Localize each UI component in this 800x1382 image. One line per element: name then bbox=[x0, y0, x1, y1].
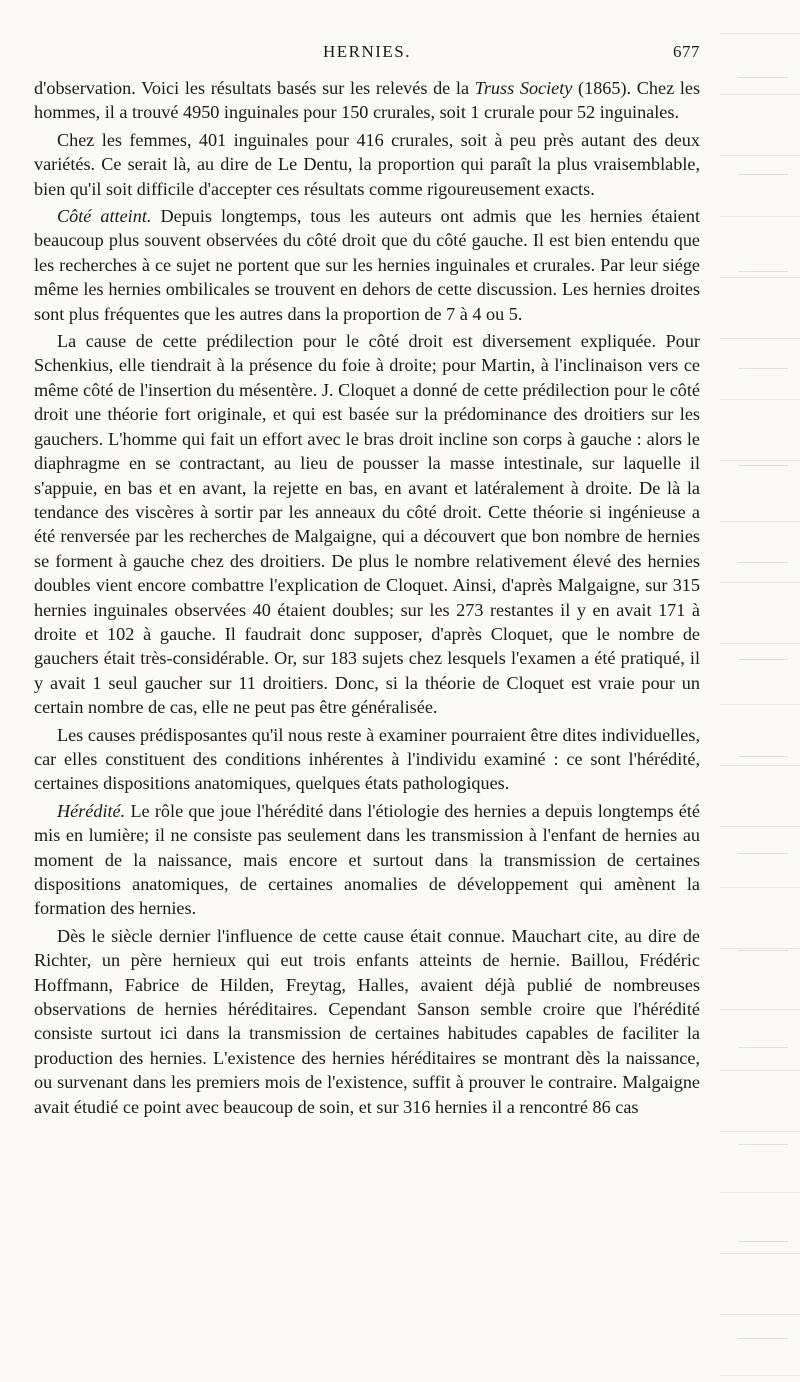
running-header bbox=[34, 38, 700, 72]
margin-scan-artifacts bbox=[720, 0, 800, 1382]
paragraph-femmes: Chez les femmes, 401 inguinales pour 416 crurales, soit à peu près autant des deux variétés. Ce serait là, au dire de Le Dentu, la proportion qui paraît la plus vraisemblable, bien qu'il soit difficile d'accepter ces résultats comme rigoureusement exacts. bbox=[34, 129, 700, 199]
section-heading-heredite: Hérédité. bbox=[57, 800, 126, 821]
paragraph-heredite: Hérédité. Le rôle que joue l'hérédité dans l'étiologie des hernies a depuis longtemps été mis en lumière; il ne consiste pas seulement dans les transmission à l'enfant de hernies au moment de la naissance, mais encore et surtout dans la transmission de certaines dispositions anatomiques, de certaines anomalies de développement qui amènent la formation des hernies. bbox=[34, 800, 700, 919]
book-page bbox=[34, 38, 700, 1119]
paragraph-cause-predilection: La cause de cette prédilection pour le côté droit est diversement expliquée. Pour Schenkius, elle tiendrait à la présence du foie à droite; pour Martin, à l'inclinaison vers ce même côté de l'insertion du mésentère. J. Cloquet a donné de cette prédilection pour le côté droit une théorie fort originale, et qui est basée sur la prédominance des droitiers sur les gauchers. L'homme qui fait un effort avec le bras droit incline son corps à gauche : alors le diaphragme en se contractant, au lieu de pousser la masse intestinale, sur laquelle il s'appuie, en bas et en avant, la rejette en bas, en avant et latéralement à droite. De là la tendance des viscères à sortir par les anneaux du côté droit. Cette théorie si ingénieuse a été renversée par les recherches de Malgaigne, qui a découvert que bon nombre de hernies se forment à gauche chez des droitiers. De plus le nombre relativement élevé des hernies doubles vient encore combattre l'explication de Cloquet. Ainsi, d'après Malgaigne, sur 315 hernies inguinales observées 40 étaient doubles; sur les 273 restantes il y en avait 171 à droite et 102 à gauche. Il faudrait donc supposer, d'après Cloquet, que le nombre de gauchers était très-considérable. Or, sur 183 sujets chez lesquels l'examen a été pratiqué, il y avait 1 seul gaucher sur 11 droitiers. Donc, si la théorie de Cloquet est vraie pour un certain nombre de cas, elle ne peut pas être généralisée. bbox=[34, 331, 700, 718]
running-title: HERNIES. bbox=[322, 42, 412, 61]
paragraph-cote-atteint: Côté atteint. Depuis longtemps, tous les auteurs ont admis que les hernies étaient beaucoup plus souvent observées du côté droit que du côté gauche. Il est bien entendu que les recherches à ce sujet ne portent que sur les hernies inguinales et crurales. Par leur siége même les hernies ombilicales se trouvent en dehors de cette discussion. Les hernies droites sont plus fréquentes que les autres dans la proportion de 7 à 4 ou 5. bbox=[34, 206, 700, 324]
paragraph-causes-predisposantes: Les causes prédisposantes qu'il nous reste à examiner pourraient être dites individuelles, car elles constituent des conditions inhérentes à l'individu examiné : ce sont l'hérédité, certaines dispositions anatomiques, quelques états pathologiques. bbox=[34, 724, 700, 794]
page-body bbox=[34, 76, 700, 1119]
paragraph-siecle-dernier: Dès le siècle dernier l'influence de cette cause était connue. Mauchart cite, au dire de Richter, un père hernieux qui eut trois enfants atteints de hernie. Baillou, Frédéric Hoffmann, Fabrice de Hilden, Freytag, Halles, avaient déjà publié de nombreuses observations de hernies héréditaires. Cependant Sanson semble croire que l'hérédité consiste surtout ici dans la transmission de certaines habitudes capables de faciliter la production des hernies. L'existence des hernies héréditaires se montrant dès la naissance, ou survenant dans les premiers mois de l'existence, suffit à prouver le contraire. Malgaigne avait étudié ce point avec beaucoup de soin, et sur 316 hernies il a rencontré 86 cas bbox=[34, 925, 700, 1117]
section-heading-cote-atteint: Côté atteint. bbox=[57, 206, 152, 227]
page-number: 677 bbox=[673, 42, 700, 61]
paragraph-continuation: d'observation. Voici les résultats basés sur les relevés de la Truss Society (1865). Chez les hommes, il a trouvé 4950 inguinales pour 150 crurales, soit 1 crurale pour 52 inguinales. bbox=[34, 78, 701, 123]
emphasis-truss-society: Truss Society bbox=[474, 78, 573, 98]
